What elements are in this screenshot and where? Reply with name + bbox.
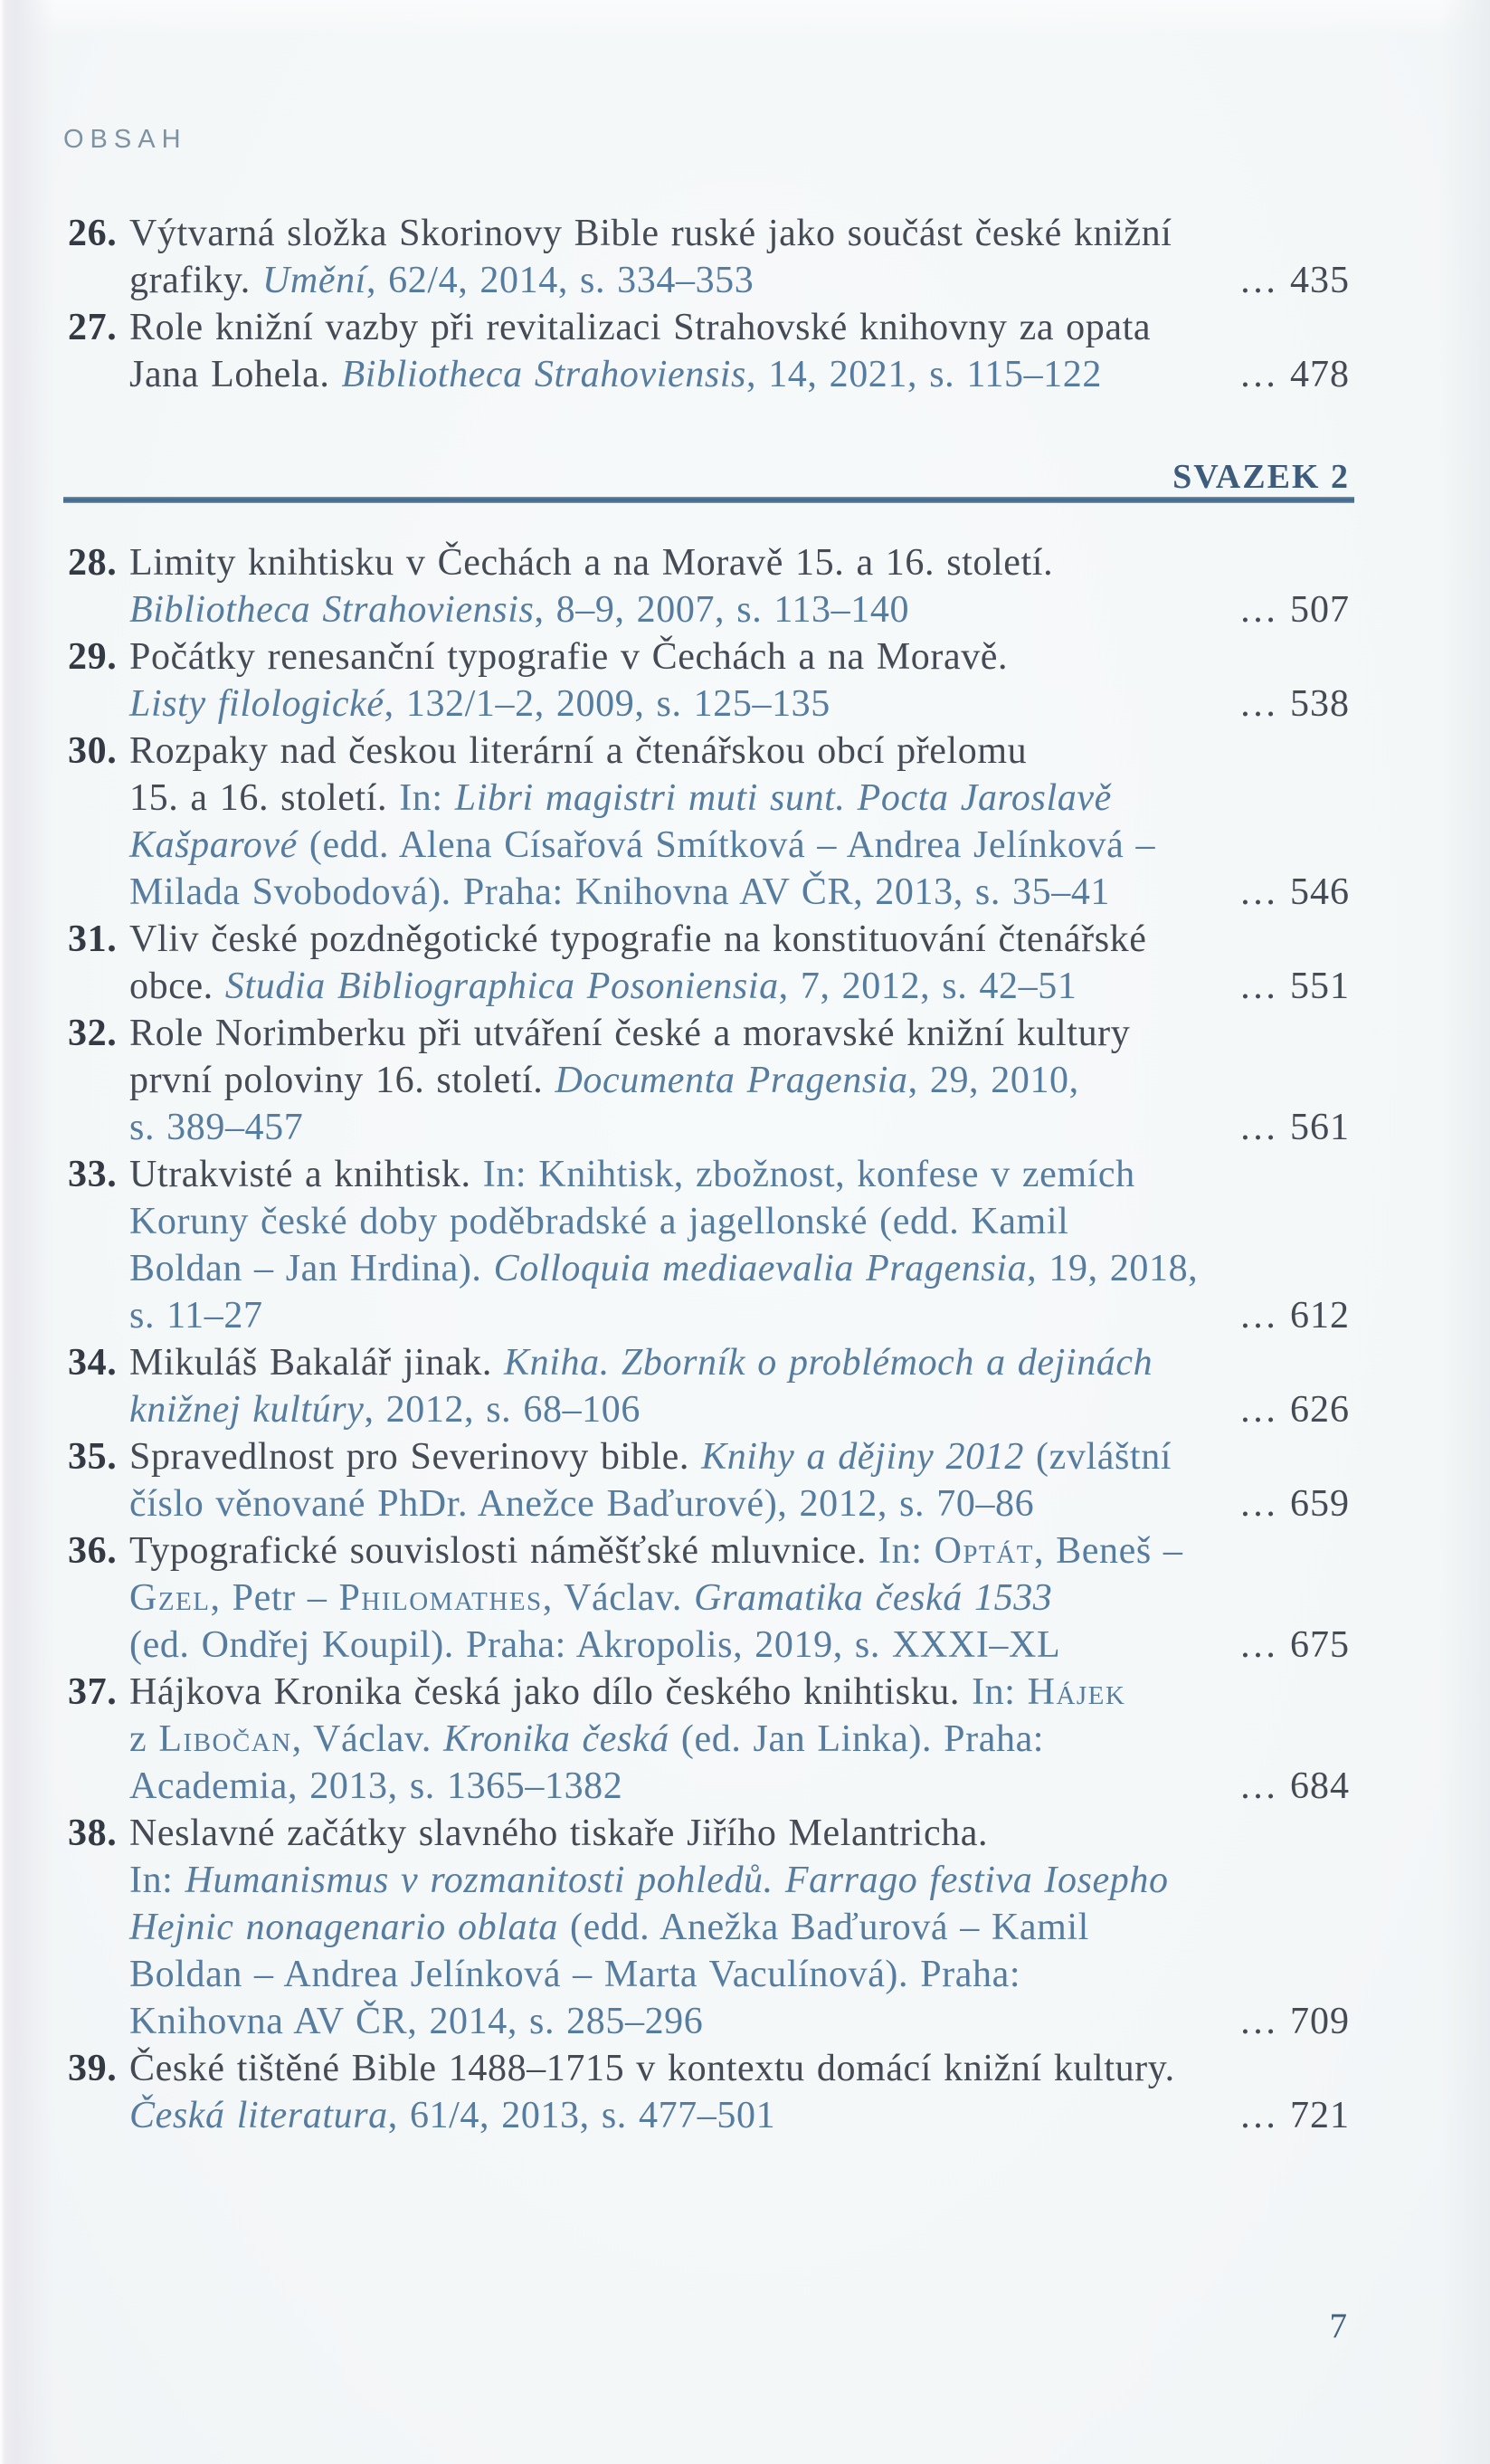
entry-line — [129, 1339, 1350, 1386]
entry-text: (ed. Ondřej Koupil). Praha: Akropolis, 2019, s. XXXI–XL — [129, 1624, 1061, 1666]
entry-line — [129, 1763, 1350, 1810]
toc-entry — [68, 916, 1350, 1010]
toc-list-before-section — [68, 210, 1350, 398]
entry-text: , 19, 2018, — [1027, 1248, 1199, 1289]
entry-text: Limity knihtisku v Čechách a na Moravě 15. a 16. století. — [129, 542, 1054, 584]
citation-title: Bibliotheca Strahoviensis — [129, 589, 535, 631]
page-ref: … 709 — [1239, 2001, 1350, 2042]
entry-number: 35. — [68, 1436, 118, 1478]
entry-line — [129, 1857, 1350, 1904]
entry-text: Počátky renesanční typografie v Čechách a na Moravě. — [129, 636, 1009, 678]
citation-title: Česká literatura — [129, 2095, 388, 2136]
entry-text: Hájkova Kronika česká jako dílo českého knihtisku. — [129, 1671, 973, 1713]
page-ref: … 561 — [1239, 1107, 1350, 1148]
page-ref: … 626 — [1239, 1389, 1350, 1431]
toc-entry — [68, 304, 1350, 398]
entry-text: Neslavné začátky slavného tiskaře Jiřího Melantricha. — [129, 1812, 989, 1854]
citation-title: Kronika česká — [443, 1718, 669, 1760]
toc-entry — [68, 2045, 1350, 2139]
entry-number: 34. — [68, 1342, 118, 1384]
page-ref: … 551 — [1239, 966, 1350, 1007]
entry-number: 38. — [68, 1812, 118, 1854]
entry-line — [129, 1951, 1350, 1998]
entry-text: In: — [129, 1860, 185, 1901]
entry-text: (edd. Alena Císařová Smítková – Andrea Jelínková – — [297, 824, 1156, 866]
entry-text: , Václav. — [291, 1718, 444, 1760]
entry-text: Knihovna AV ČR, 2014, s. 285–296 — [129, 2001, 704, 2042]
entry-text: Vliv české pozdněgotické typografie na konstituování čtenářské — [129, 918, 1147, 960]
citation-title: Kniha. Zborník o problémoch a dejinách — [504, 1342, 1153, 1384]
entry-text: první poloviny 16. století. — [129, 1060, 555, 1101]
entry-number: 33. — [68, 1154, 118, 1195]
toc-entry — [68, 1810, 1350, 2045]
entry-line — [129, 1198, 1350, 1245]
entry-text: Výtvarná složka Skorinovy Bible ruské jako součást české knižní — [129, 213, 1172, 254]
author-smallcaps: Libočan — [158, 1718, 292, 1760]
entry-line — [129, 1480, 1350, 1527]
entry-line — [129, 775, 1350, 822]
toc-entry — [68, 1669, 1350, 1810]
citation-title: Documenta Pragensia — [555, 1060, 908, 1101]
page-number: 7 — [1329, 2307, 1347, 2345]
entry-text: obce. — [129, 966, 225, 1007]
entry-text: In: — [878, 1530, 935, 1572]
entry-text: Mikuláš Bakalář jinak. — [129, 1342, 505, 1384]
page-ref: … 721 — [1239, 2095, 1350, 2136]
entry-text: Milada Svobodová). Praha: Knihovna AV ČR, 2013, s. 35–41 — [129, 871, 1111, 913]
entry-text: , 7, 2012, s. 42–51 — [778, 966, 1077, 1007]
entry-text: s. 11–27 — [129, 1295, 263, 1337]
entry-text: , 132/1–2, 2009, s. 125–135 — [384, 683, 830, 725]
entry-number: 36. — [68, 1530, 118, 1572]
entry-text: , 61/4, 2013, s. 477–501 — [387, 2095, 776, 2136]
entry-number: 39. — [68, 2048, 118, 2089]
entry-line — [129, 822, 1350, 869]
entry-line — [129, 680, 1350, 728]
toc-list-after-section — [68, 539, 1350, 2139]
page-ref: … 684 — [1239, 1765, 1350, 1807]
entry-text: (edd. Anežka Baďurová – Kamil — [557, 1907, 1089, 1948]
entry-line — [129, 1622, 1350, 1669]
entry-text: s. 389–457 — [129, 1107, 304, 1148]
entry-line — [129, 2092, 1350, 2139]
entry-line — [129, 2045, 1350, 2092]
entry-text: , Václav. — [542, 1577, 695, 1619]
entry-line — [129, 257, 1350, 304]
entry-line — [129, 586, 1350, 633]
entry-line — [129, 963, 1350, 1010]
entry-line — [129, 1151, 1350, 1198]
entry-line — [129, 1245, 1350, 1292]
toc-entry — [68, 1010, 1350, 1151]
entry-text: Spravedlnost pro Severinovy bible. — [129, 1436, 702, 1478]
toc-entry — [68, 1151, 1350, 1339]
page-title: OBSAH — [63, 125, 187, 154]
entry-number: 29. — [68, 636, 118, 678]
toc-entry — [68, 1339, 1350, 1433]
entry-text: In: — [399, 777, 455, 819]
entry-text: Academia, 2013, s. 1365–1382 — [129, 1765, 623, 1807]
entry-text: , 29, 2010, — [907, 1060, 1079, 1101]
citation-title: knižnej kultúry — [129, 1389, 365, 1431]
entry-line — [129, 1669, 1350, 1716]
entry-text: Role knižní vazby při revitalizaci Strahovské knihovny za opata — [129, 307, 1152, 348]
entry-text: , 62/4, 2014, s. 334–353 — [365, 260, 754, 301]
entry-text: z — [129, 1718, 159, 1760]
citation-title: Gramatika česká 1533 — [694, 1577, 1053, 1619]
entry-text: In: Knihtisk, zbožnost, konfese v zemích — [482, 1154, 1135, 1195]
page-ref: … 546 — [1239, 871, 1350, 913]
entry-line — [129, 1527, 1350, 1574]
entry-text: , 2012, s. 68–106 — [364, 1389, 641, 1431]
entry-number: 28. — [68, 542, 118, 584]
entry-number: 26. — [68, 213, 118, 254]
entry-text: Role Norimberku při utváření české a moravské knižní kultury — [129, 1013, 1131, 1054]
toc-entry — [68, 1527, 1350, 1669]
toc-entry — [68, 1433, 1350, 1527]
entry-text: Rozpaky nad českou literární a čtenářskou obcí přelomu — [129, 730, 1028, 772]
entry-number: 31. — [68, 918, 118, 960]
entry-text: (zvláštní — [1023, 1436, 1172, 1478]
entry-line — [129, 1716, 1350, 1763]
entry-text: In: — [972, 1671, 1028, 1713]
entry-text: Boldan – Andrea Jelínková – Marta Vaculínová). Praha: — [129, 1954, 1021, 1995]
entry-number: 27. — [68, 307, 118, 348]
section-divider-rule — [63, 497, 1354, 503]
entry-text: (ed. Jan Linka). Praha: — [669, 1718, 1045, 1760]
entry-line — [129, 1104, 1350, 1151]
entry-line — [129, 633, 1350, 680]
author-smallcaps: Optát — [934, 1530, 1034, 1572]
citation-title: Hejnic nonagenario oblata — [129, 1907, 558, 1948]
citation-title: Libri magistri muti sunt. Pocta Jaroslavě — [454, 777, 1112, 819]
entry-line — [129, 1998, 1350, 2045]
entry-text: Koruny české doby poděbradské a jagellonské (edd. Kamil — [129, 1201, 1069, 1242]
author-smallcaps: Philomathes — [338, 1577, 543, 1619]
entry-line — [129, 210, 1350, 257]
citation-title: Knihy a dějiny 2012 — [701, 1436, 1024, 1478]
entry-line — [129, 1574, 1350, 1622]
entry-text: Boldan – Jan Hrdina). — [129, 1248, 494, 1289]
entry-text: České tištěné Bible 1488–1715 v kontextu domácí knižní kultury. — [129, 2048, 1175, 2089]
page-ref: … 507 — [1239, 589, 1350, 631]
entry-text: číslo věnované PhDr. Anežce Baďurové), 2012, s. 70–86 — [129, 1483, 1035, 1525]
entry-number: 32. — [68, 1013, 118, 1054]
section-heading: SVAZEK 2 — [1172, 458, 1350, 496]
entry-number: 37. — [68, 1671, 118, 1713]
entry-line — [129, 1010, 1350, 1057]
author-smallcaps: Gzel — [129, 1577, 211, 1619]
citation-title: Colloquia mediaevalia Pragensia — [493, 1248, 1028, 1289]
entry-line — [129, 1292, 1350, 1339]
page-ref: … 538 — [1239, 683, 1350, 725]
toc-entry — [68, 728, 1350, 916]
entry-line — [129, 1810, 1350, 1857]
entry-line — [129, 1057, 1350, 1104]
entry-text: , Beneš – — [1033, 1530, 1183, 1572]
toc-entry — [68, 210, 1350, 304]
page-ref: … 675 — [1239, 1624, 1350, 1666]
entry-text: , 8–9, 2007, s. 113–140 — [534, 589, 910, 631]
citation-title: Humanismus v rozmanitosti pohledů. Farrago festiva Iosepho — [185, 1860, 1169, 1901]
citation-title: Studia Bibliographica Posoniensia — [224, 966, 779, 1007]
entry-text: 15. a 16. století. — [129, 777, 400, 819]
page-ref: … 612 — [1239, 1295, 1350, 1337]
entry-text: Jana Lohela. — [129, 354, 342, 395]
entry-number: 30. — [68, 730, 118, 772]
entry-line — [129, 351, 1350, 398]
entry-line — [129, 1433, 1350, 1480]
entry-line — [129, 1904, 1350, 1951]
entry-text: , 14, 2021, s. 115–122 — [746, 354, 1102, 395]
entry-text: , Petr – — [210, 1577, 339, 1619]
entry-line — [129, 539, 1350, 586]
entry-line — [129, 916, 1350, 963]
entry-text: Typografické souvislosti náměšťské mluvnice. — [129, 1530, 879, 1572]
page-ref: … 478 — [1239, 354, 1350, 395]
entry-line — [129, 304, 1350, 351]
page-ref: … 659 — [1239, 1483, 1350, 1525]
entry-line — [129, 1386, 1350, 1433]
citation-title: Bibliotheca Strahoviensis — [341, 354, 746, 395]
entry-text: Utrakvisté a knihtisk. — [129, 1154, 483, 1195]
entry-text: grafiky. — [129, 260, 262, 301]
toc-entry — [68, 633, 1350, 728]
entry-line — [129, 728, 1350, 775]
page-ref: … 435 — [1239, 260, 1350, 301]
citation-title: Umění — [261, 260, 366, 301]
citation-title: Listy filologické — [129, 683, 384, 725]
citation-title: Kašparové — [129, 824, 298, 866]
toc-entry — [68, 539, 1350, 633]
entry-line — [129, 869, 1350, 916]
author-smallcaps: Hájek — [1027, 1671, 1126, 1713]
